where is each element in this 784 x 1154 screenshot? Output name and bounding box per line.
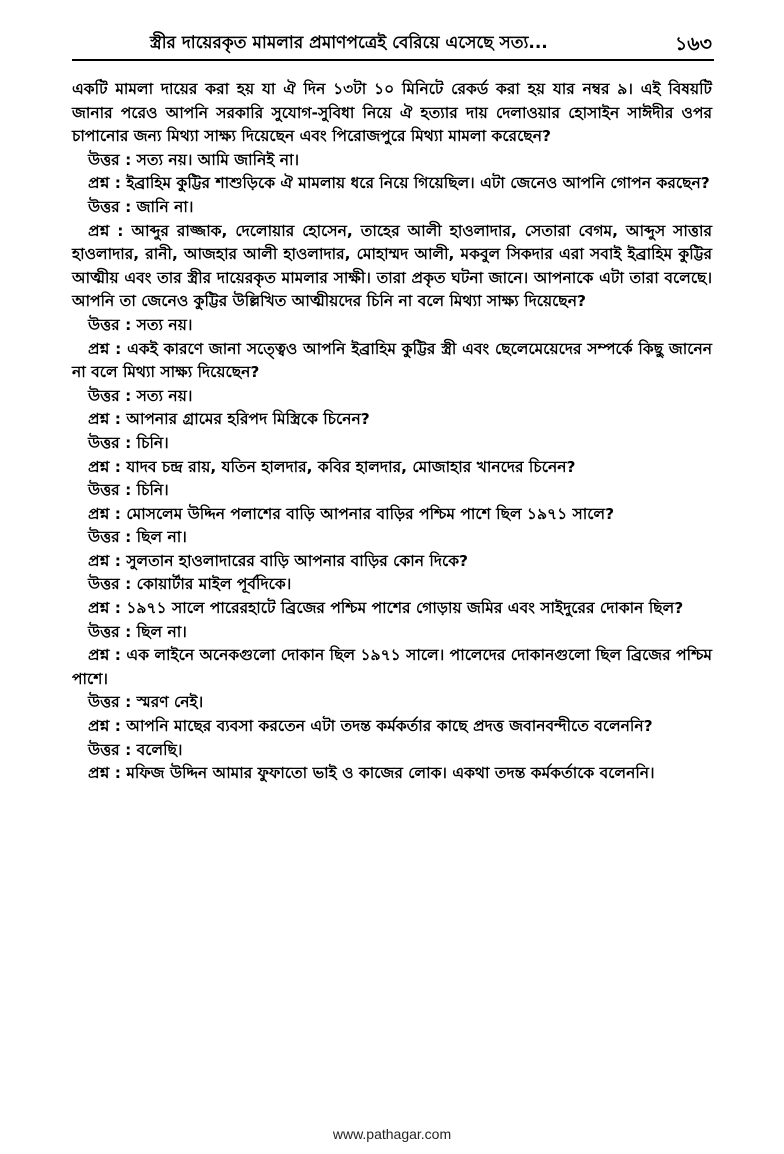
qa-paragraph: প্রশ্ন : মফিজ উদ্দিন আমার ফুফাতো ভাই ও কাজের লোক। একথা তদন্ত কর্মকর্তাকে বলেননি। — [88, 764, 655, 783]
qa-paragraph: প্রশ্ন : সুলতান হাওলাদারের বাড়ি আপনার বাড়ির কোন দিকে? — [88, 551, 469, 570]
qa-paragraph: উত্তর : স্মরণ নেই। — [88, 693, 204, 712]
qa-paragraph: প্রশ্ন : এক লাইনে অনেকগুলো দোকান ছিল ১৯৭১ সালে। পালেদের দোকানগুলো ছিল ব্রিজের পশ্চিম পাশে। — [72, 646, 712, 688]
running-header — [0, 30, 784, 64]
header-divider — [72, 59, 714, 61]
qa-paragraph: প্রশ্ন : ১৯৭১ সালে পারেরহাটে ব্রিজের পশ্চিম পাশের গোড়ায় জমির এবং সাইদুরের দোকান ছিল? — [88, 599, 684, 618]
qa-paragraph: প্রশ্ন : ইব্রাহিম কুট্টির শাশুড়িকে ঐ মামলায় ধরে নিয়ে গিয়েছিল। এটা জেনেও আপনি গোপন করছেন? — [88, 174, 710, 193]
qa-paragraph: উত্তর : সত্য নয়। — [88, 386, 193, 405]
qa-paragraph: উত্তর : চিনি। — [88, 481, 169, 500]
qa-paragraph: উত্তর : সত্য নয়। আমি জানিই না। — [88, 150, 300, 169]
footer-url: www.pathagar.com — [332, 1126, 452, 1142]
page-number: ১৬৩ — [674, 33, 712, 55]
qa-paragraph: উত্তর : সত্য নয়। — [88, 315, 193, 334]
qa-paragraph: প্রশ্ন : একই কারণে জানা সত্ত্বেও আপনি ইব্রাহিম কুট্টির স্ত্রী এবং ছেলেমেয়েদের সম্পর্কে কিছু জানেন না বলে মিথ্যা সাক্ষ্য দিয়েছেন? — [72, 339, 712, 382]
page-body — [72, 78, 712, 786]
qa-paragraph: উত্তর : ছিল না। — [88, 622, 187, 641]
qa-paragraph: উত্তর : জানি না। — [88, 197, 194, 216]
qa-paragraph: উত্তর : ছিল না। — [88, 528, 187, 547]
qa-paragraph: প্রশ্ন : মোসলেম উদ্দিন পলাশের বাড়ি আপনার বাড়ির পশ্চিম পাশে ছিল ১৯৭১ সালে? — [88, 504, 615, 523]
qa-paragraph: উত্তর : বলেছি। — [88, 740, 183, 759]
header-title: স্ত্রীর দায়েরকৃত মামলার প্রমাণপত্রেই বেরিয়ে এসেছে সত্য... — [150, 33, 548, 53]
opening-paragraph: একটি মামলা দায়ের করা হয় যা ঐ দিন ১৩টা ১০ মিনিটে রেকর্ড করা হয় যার নম্বর ৯। এই বিষয়টি জানার পরেও আপনি সরকারি সুযোগ-সুবিধা নিয়ে ঐ হত্যার দায় দেলাওয়ার হোসাইন সাঈদীর ওপর চাপানোর জন্য মিথ্যা সাক্ষ্য দিয়েছেন এবং পিরোজপুরে মিথ্যা মামলা করেছেন? — [72, 80, 712, 146]
qa-paragraph: প্রশ্ন : আপনার গ্রামের হরিপদ মিস্ত্রিকে চিনেন? — [88, 410, 370, 429]
qa-paragraph: উত্তর : কোয়ার্টার মাইল পূর্বদিকে। — [88, 575, 292, 594]
qa-paragraph: প্রশ্ন : আব্দুর রাজ্জাক, দেলোয়ার হোসেন, তাহের আলী হাওলাদার, সেতারা বেগম, আব্দুস সাত্তার হাওলাদার, রানী, আজহার আলী হাওলাদার, মোহাম্মদ আলী, মকবুল সিকদার এরা সবাই ইব্রাহিম কুট্টির আত্মীয় এবং তার স্ত্রীর দায়েরকৃত মামলার সাক্ষী। তারা প্রকৃত ঘটনা জানে। আপনাকে এটা তারা বলেছে। আপনি তা জেনেও কুট্টির উল্লিখিত আত্মীয়দের চিনি না বলে মিথ্যা সাক্ষ্য দিয়েছেন? — [72, 221, 712, 311]
qa-paragraph: প্রশ্ন : যাদব চন্দ্র রায়, যতিন হালদার, কবির হালদার, মোজাহার খানদের চিনেন? — [88, 457, 576, 476]
qa-paragraph: প্রশ্ন : আপনি মাছের ব্যবসা করতেন এটা তদন্ত কর্মকর্তার কাছে প্রদত্ত জবানবন্দীতে বলেননি? — [88, 717, 653, 736]
qa-paragraph: উত্তর : চিনি। — [88, 433, 169, 452]
